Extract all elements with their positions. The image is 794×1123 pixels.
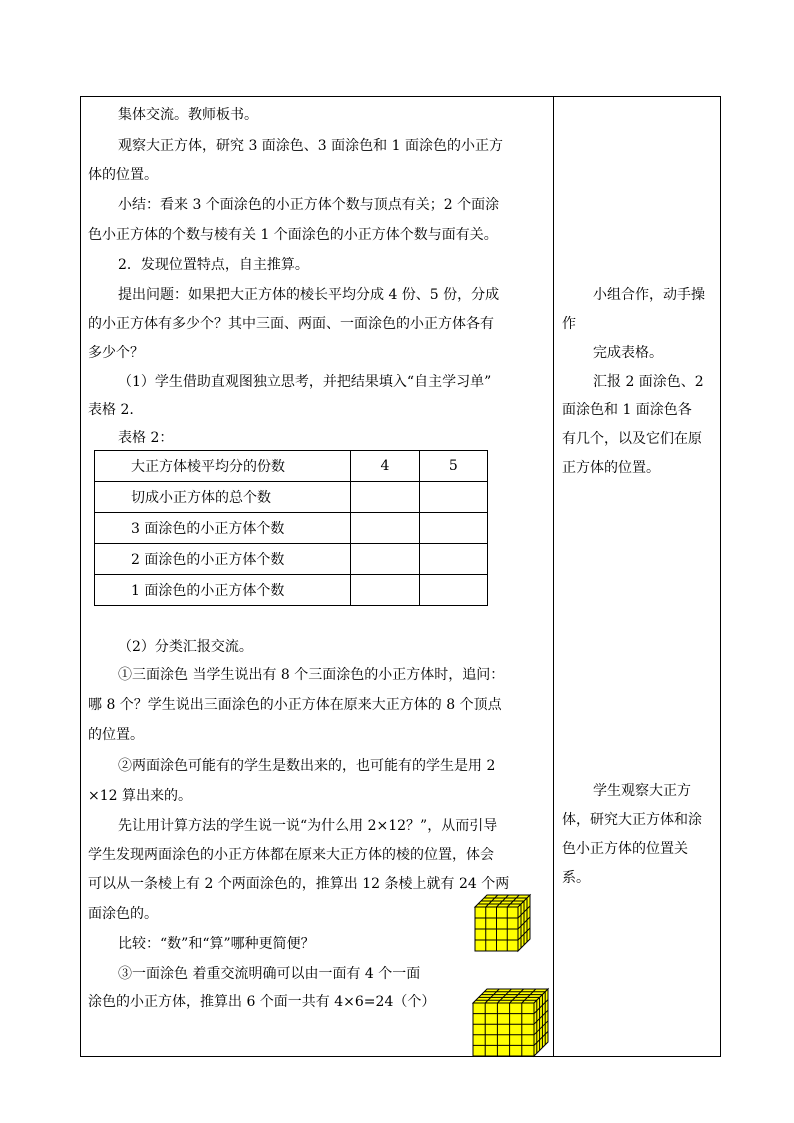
paragraph-line: 观察大正方体，研究 3 面涂色、3 面涂色和 1 面涂色的小正方	[118, 138, 503, 154]
right-line: 小组合作，动手操	[593, 287, 705, 303]
paragraph-line: 先让用计算方法的学生说一说“为什么用 2×12？”，从而引导	[118, 818, 498, 834]
table-row	[95, 482, 488, 513]
paragraph-line: 可以从一条棱上有 2 个两面涂色的，推算出 12 条棱上就有 24 个两	[88, 876, 510, 892]
paragraph-line: 面涂色的。	[88, 906, 158, 922]
paragraph-line: 提出问题：如果把大正方体的棱长平均分成 4 份、5 份，分成	[118, 287, 500, 303]
right-line: 面涂色和 1 面涂色各	[562, 402, 692, 418]
paragraph-line: ③一面涂色 着重交流明确可以由一面有 4 个一面	[118, 966, 421, 982]
table-row	[95, 451, 488, 482]
paragraph-line: 集体交流。教师板书。	[118, 107, 258, 123]
right-line: 有几个，以及它们在原	[562, 431, 702, 447]
paragraph-line: 涂色的小正方体，推算出 6 个面一共有 4×6=24（个）	[88, 994, 436, 1010]
paragraph-line: （2）分类汇报交流。	[118, 639, 253, 655]
table-cell-empty	[351, 513, 419, 544]
right-line: 完成表格。	[593, 345, 663, 361]
table-cell-empty	[419, 513, 487, 544]
table-row	[95, 513, 488, 544]
paragraph-line: 表格 2.	[88, 402, 134, 418]
paragraph-line: 的位置。	[88, 727, 144, 743]
right-line: 学生观察大正方	[593, 783, 691, 799]
paragraph-line: 比较：“数”和“算”哪种更简便？	[118, 936, 315, 952]
paragraph-line: 小结：看来 3 个面涂色的小正方体个数与顶点有关；2 个面涂	[118, 197, 500, 213]
right-line: 色小正方体的位置关	[562, 841, 688, 857]
paragraph-line: （1）学生借助直观图独立思考，并把结果填入“自主学习单”	[118, 374, 492, 390]
cube-5-illustration	[468, 984, 550, 1060]
table-header-cell: 4	[351, 451, 419, 482]
right-line: 作	[562, 316, 576, 332]
paragraph-line: 学生发现两面涂色的小正方体都在原来大正方体的棱的位置，体会	[88, 847, 494, 863]
table-cell-empty	[419, 575, 487, 606]
right-line: 汇报 2 面涂色、2	[593, 374, 704, 390]
table-cell-empty	[351, 482, 419, 513]
table-2	[94, 450, 488, 606]
table-cell-empty	[419, 544, 487, 575]
right-line: 系。	[562, 870, 590, 886]
paragraph-line: ×12 算出来的。	[88, 788, 192, 804]
table-cell-empty	[351, 575, 419, 606]
column-divider	[553, 96, 554, 1057]
paragraph-line: ①三面涂色 当学生说出有 8 个三面涂色的小正方体时，追问：	[118, 667, 505, 683]
right-line: 体，研究大正方体和涂	[562, 812, 702, 828]
table-row-label: 2 面涂色的小正方体个数	[95, 544, 351, 575]
table-cell-empty	[419, 482, 487, 513]
paragraph-line: 色小正方体的个数与棱有关 1 个面涂色的小正方体个数与面有关。	[88, 227, 498, 243]
paragraph-line: 2．发现位置特点，自主推算。	[118, 257, 309, 273]
paragraph-line: 哪 8 个？学生说出三面涂色的小正方体在原来大正方体的 8 个顶点	[88, 697, 502, 713]
paragraph-line: 体的位置。	[88, 167, 158, 183]
table-header-cell: 大正方体棱平均分的份数	[95, 451, 351, 482]
table-header-cell: 5	[419, 451, 487, 482]
right-line: 正方体的位置。	[562, 460, 660, 476]
cube-4-illustration	[470, 890, 536, 956]
table-row-label: 1 面涂色的小正方体个数	[95, 575, 351, 606]
table-cell-empty	[351, 544, 419, 575]
table-row	[95, 544, 488, 575]
paragraph-line: 表格 2：	[118, 430, 174, 446]
table-row-label: 切成小正方体的总个数	[95, 482, 351, 513]
table-row	[95, 575, 488, 606]
paragraph-line: ②两面涂色可能有的学生是数出来的，也可能有的学生是用 2	[118, 758, 496, 774]
table-row-label: 3 面涂色的小正方体个数	[95, 513, 351, 544]
paragraph-line: 的小正方体有多少个？其中三面、两面、一面涂色的小正方体各有	[88, 316, 494, 332]
paragraph-line: 多少个？	[88, 345, 144, 361]
